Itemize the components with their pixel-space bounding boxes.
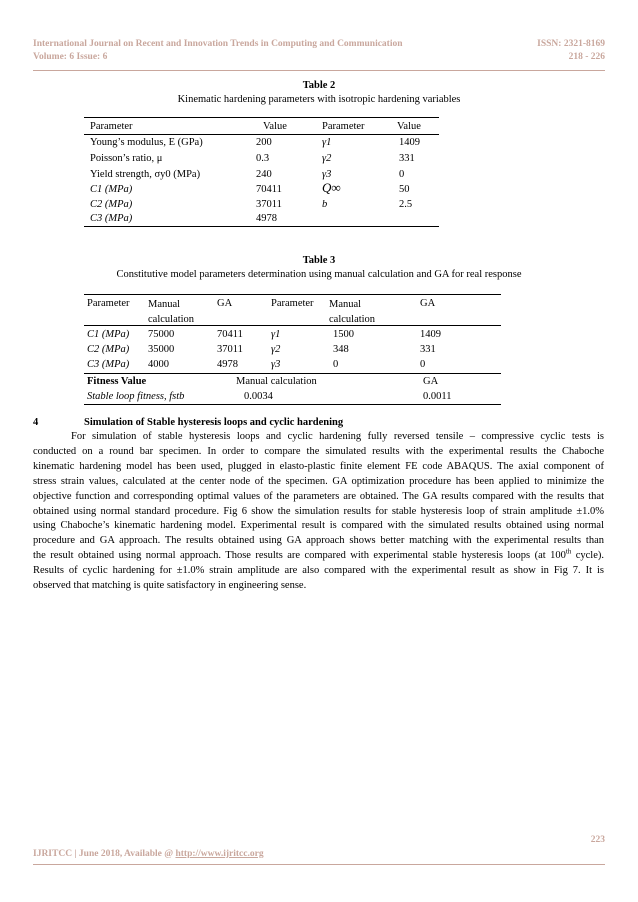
table2-cell: 0.3 <box>256 153 270 164</box>
table3-cell: 348 <box>333 344 349 355</box>
table3-header-ga-2: GA <box>420 298 436 309</box>
paragraph-line-text: the result obtained using normal approach. Those results are compared with experimental stable hysteresis loops (at 100 <box>33 550 566 562</box>
table2-cell: 240 <box>256 169 272 180</box>
fitness-manual-value: 0.0034 <box>244 391 273 402</box>
table3-cell: γ3 <box>271 359 281 370</box>
paragraph-line: obtained using normal standard procedure. Fig 6 show the simulation results for stable hysteresis loop of strain amplitude ±1.0% <box>33 505 604 517</box>
table2-cell: Poisson’s ratio, μ <box>90 153 163 164</box>
paragraph-line: stress strain values, calculated at the center node of the specimen. GA optimization procedure has been applied to minimize the <box>33 475 604 487</box>
paragraph-line <box>33 549 604 564</box>
paragraph-line: objective function and corresponding optimal values of the parameters are obtained. The GA results compared with the results that <box>33 490 604 502</box>
table3-cell: C3 (MPa) <box>87 359 130 370</box>
header-rule <box>33 70 605 71</box>
paragraph-line: observed that matching is quite satisfactory in engineering sense. <box>33 580 307 592</box>
table2-header-parameter: Parameter <box>90 121 133 132</box>
page-number: 223 <box>590 835 605 845</box>
table2-cell: Yield strength, σy0 (MPa) <box>90 169 201 180</box>
table2-header-parameter-2: Parameter <box>322 121 365 132</box>
table2-cell: 200 <box>256 137 272 148</box>
table3-cell: 331 <box>420 344 436 355</box>
table2-cell: γ1 <box>322 137 332 148</box>
table3-cell: 1500 <box>333 329 354 340</box>
table3-cell: 1409 <box>420 329 441 340</box>
footer-text <box>33 849 264 861</box>
table2-cell: C3 (MPa) <box>90 213 133 224</box>
table2-cell: γ3 <box>322 169 332 180</box>
section-number: 4 <box>33 417 39 428</box>
table3-cell: γ2 <box>271 344 281 355</box>
section-title: Simulation of Stable hysteresis loops and cyclic hardening <box>84 417 344 428</box>
paragraph-line: For simulation of stable hysteresis loops and cyclic hardening fully reversed tensile – compressive cyclic tests is <box>71 431 604 442</box>
table2-caption: Kinematic hardening parameters with isotropic hardening variables <box>177 94 461 105</box>
table2-cell: C1 (MPa) <box>90 184 133 195</box>
table2-title: Table 2 <box>302 80 336 91</box>
table3-header-manual-2: Manual calculation <box>329 299 376 325</box>
footer-rule <box>33 864 605 865</box>
table3-top-rule <box>84 294 501 295</box>
table2-cell: Young’s modulus, E (GPa) <box>90 137 203 148</box>
table3-header-manual: Manual calculation <box>148 299 195 325</box>
page-range: 218 - 226 <box>568 52 605 62</box>
table2-cell: 331 <box>399 153 415 164</box>
paragraph-line: kinematic hardening model has been used, plugged in elasto-plastic finite element FE code ABAQUS. The axial component of <box>33 460 604 472</box>
table3-header-ga: GA <box>217 298 233 309</box>
table3-caption: Constitutive model parameters determination using manual calculation and GA for real response <box>116 269 522 280</box>
fitness-label: Fitness Value <box>87 376 147 387</box>
table2-cell: Q∞ <box>322 180 341 195</box>
paragraph-line: procedure and GA approach. The results obtained using GA approach shows better matching with the experimental results than <box>33 535 604 547</box>
table2-cell: b <box>322 199 328 210</box>
issn: ISSN: 2321-8169 <box>537 39 605 49</box>
volume-issue: Volume: 6 Issue: 6 <box>33 52 108 62</box>
table3-cell: 0 <box>333 359 339 370</box>
table2-cell: 2.5 <box>399 199 413 210</box>
table2-cell: 70411 <box>256 184 282 195</box>
table2-bottom-rule <box>84 226 439 227</box>
table3-bottom-rule <box>84 404 501 405</box>
table3-cell: C1 (MPa) <box>87 329 130 340</box>
table3-header-parameter-2: Parameter <box>271 298 314 309</box>
table3-cell: C2 (MPa) <box>87 344 130 355</box>
table2-cell: 0 <box>399 169 405 180</box>
table3-title: Table 3 <box>302 255 336 266</box>
fitness-row-label: Stable loop fitness, fstb <box>87 391 185 402</box>
table2-top-rule <box>84 117 439 118</box>
paragraph-line: Results of cyclic hardening for ±1.0% strain amplitude are also compared with the experimental result as show in Fig 7. It is <box>33 565 604 577</box>
table2-cell: C2 (MPa) <box>90 199 133 210</box>
table3-cell: 4978 <box>217 359 238 370</box>
section-paragraph <box>33 430 604 594</box>
fitness-manual-label: Manual calculation <box>236 376 317 387</box>
table3-header-parameter: Parameter <box>87 298 130 309</box>
table3-cell: 37011 <box>217 344 243 355</box>
table2-header-value: Value <box>263 121 287 132</box>
table2-header-rule <box>84 134 439 135</box>
table3-header-rule <box>84 325 501 326</box>
table2-cell: 37011 <box>256 199 282 210</box>
table3-cell: 0 <box>420 359 426 370</box>
paragraph-line: conducted on a round bar specimen. In order to compare the simulated results with the experimental results the Chaboche <box>33 445 604 457</box>
paragraph-line-tail: cycle). <box>571 550 604 562</box>
footer-label: IJRITCC | June 2018, Available @ <box>33 849 176 859</box>
table2-cell: 1409 <box>399 137 420 148</box>
table3-cell: γ1 <box>271 329 281 340</box>
journal-name: International Journal on Recent and Innovation Trends in Computing and Communication <box>33 39 403 49</box>
fitness-ga-value: 0.0011 <box>423 391 452 402</box>
fitness-ga-label: GA <box>423 376 439 387</box>
paragraph-line: using Chaboche’s kinematic hardening model. Experimental result is compared with the simulated results obtained using normal <box>33 520 604 532</box>
table3-cell: 4000 <box>148 359 169 370</box>
table2-cell: 50 <box>399 184 410 195</box>
superscript-th: th <box>565 547 572 556</box>
footer-url-link[interactable]: http://www.ijritcc.org <box>175 849 264 859</box>
table3-cell: 70411 <box>217 329 243 340</box>
table2-cell: γ2 <box>322 153 332 164</box>
table3-cell: 35000 <box>148 344 175 355</box>
table3-cell: 75000 <box>148 329 175 340</box>
table3-fitness-rule <box>84 373 501 374</box>
table2-cell: 4978 <box>256 213 277 224</box>
table2-header-value-2: Value <box>397 121 421 132</box>
